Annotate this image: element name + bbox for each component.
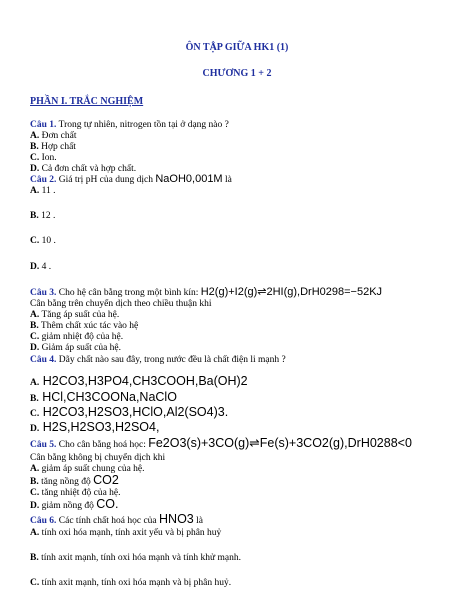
document-title: ÔN TẬP GIỮA HK1 (1) [185,42,289,53]
question-text: Dãy chất nào sau đây, trong nước đều là chất điện li mạnh ? [56,355,286,365]
option-2b [30,211,55,222]
option-letter: D. [30,343,40,353]
question-text: Trong tự nhiên, nitrogen tồn tại ở dạng nào ? [56,120,229,130]
question-suffix: là [193,516,203,526]
option-6c [30,578,231,589]
option-text: 11 . [39,186,56,196]
question-text: Các tính chất hoá học của [56,516,160,526]
chapter-heading: CHƯƠNG 1 + 2 [202,68,272,79]
option-1c [30,153,57,164]
option-2a [30,186,56,197]
question-1 [30,120,229,131]
option-text: tăng nồng độ [38,477,94,487]
question-number: Câu 5. [30,440,57,450]
question-text: Cho hệ cân bằng trong một bình kín: [56,288,201,298]
option-text: tính axit mạnh, tính oxi hóa mạnh và tính khử mạnh. [38,553,241,563]
option-3b [30,321,138,332]
option-letter: C. [30,409,40,419]
option-letter: B. [30,394,39,404]
option-letter: B. [30,321,39,331]
question-suffix: là [222,175,232,185]
option-text: 10 . [39,236,56,246]
option-letter: B. [30,142,39,152]
option-letter: D. [30,501,40,511]
option-letter: D. [30,262,40,272]
option-text: H2CO3,H3PO4,CH3COOH,Ba(OH)2 [39,374,248,388]
option-6a [30,528,221,539]
option-text: giảm áp suất chung của hệ. [39,464,145,474]
option-text: HCl,CH3COONa,NaClO [38,390,177,404]
option-text: tính oxi hóa mạnh, tính axit yếu và bị phân huỷ [39,528,222,538]
option-text: Cả đơn chất và hợp chất. [39,164,137,174]
option-text: Ion. [39,153,57,163]
option-letter: C. [30,153,40,163]
option-letter: C. [30,332,40,342]
option-text: Hợp chất [38,142,76,152]
option-letter: A. [30,528,40,538]
option-letter: B. [30,211,39,221]
option-letter: B. [30,553,39,563]
section-heading: PHẦN I. TRẮC NGHIỆM [30,96,144,107]
option-text: tính axit mạnh, tính oxi hóa mạnh và bị phân huỷ. [39,578,232,588]
option-letter: A. [30,186,40,196]
chemical-formula: HNO3 [159,512,194,526]
option-text: giảm nồng độ [39,501,97,511]
question-text: Cho cân bằng hoá học: [56,440,149,450]
option-text: Giảm áp suất của hệ. [39,343,122,353]
option-text: H2S,H2SO3,H2SO4, [39,420,160,434]
option-4d [30,422,159,435]
option-letter: B. [30,477,39,487]
question-4 [30,355,286,366]
chemical-formula: NaOH0,001M [155,173,223,185]
option-text: Thêm chất xúc tác vào hệ [38,321,139,331]
option-2d [30,262,51,273]
chemical-formula: CO2 [93,473,119,487]
chemical-formula: CO. [96,497,119,511]
option-1b [30,142,76,153]
option-text: Đơn chất [39,131,77,141]
option-5b [30,475,119,488]
option-letter: C. [30,236,40,246]
option-letter: C. [30,578,40,588]
option-text: Tăng áp suất của hệ. [39,310,120,320]
question-6 [30,514,203,527]
question-3-prompt: Cân bằng trên chuyển dịch theo chiều thuận khi [30,299,212,309]
option-4a [30,376,248,389]
option-letter: A. [30,310,40,320]
question-number: Câu 3. [30,288,57,298]
option-6b [30,553,241,564]
option-4b [30,392,177,405]
question-number: Câu 1. [30,120,57,130]
option-text: tăng nhiệt độ của hệ. [39,488,121,498]
question-number: Câu 6. [30,516,57,526]
question-3 [30,287,382,299]
option-text: 4 . [39,262,52,272]
option-text: giảm nhiệt độ của hệ. [39,332,124,342]
option-4c [30,407,228,420]
question-5 [30,438,412,451]
option-letter: D. [30,424,40,434]
chemical-equation: H2(g)+I2(g)⇌2HI(g),DrH0298=−52KJ [200,286,383,298]
option-letter: A. [30,464,40,474]
option-letter: A. [30,378,40,388]
option-text: 12 . [38,211,56,221]
option-letter: C. [30,488,40,498]
option-3c [30,332,123,343]
option-3a [30,310,119,321]
option-letter: D. [30,164,40,174]
question-number: Câu 2. [30,175,57,185]
option-text: H2CO3,H2SO3,HClO,Al2(SO4)3. [39,405,229,419]
option-5a [30,464,145,475]
option-letter: A. [30,131,40,141]
option-5d [30,499,118,512]
question-number: Câu 4. [30,355,57,365]
question-2 [30,174,232,186]
option-2c [30,236,56,247]
question-5-prompt: Cân bằng không bị chuyển dịch khi [30,453,166,463]
question-text: Giá trị pH của dung dịch [56,175,156,185]
option-1a [30,131,76,142]
option-3d [30,343,121,354]
chemical-equation: Fe2O3(s)+3CO(g)⇌Fe(s)+3CO2(g),DrH0288<0 [148,436,412,450]
